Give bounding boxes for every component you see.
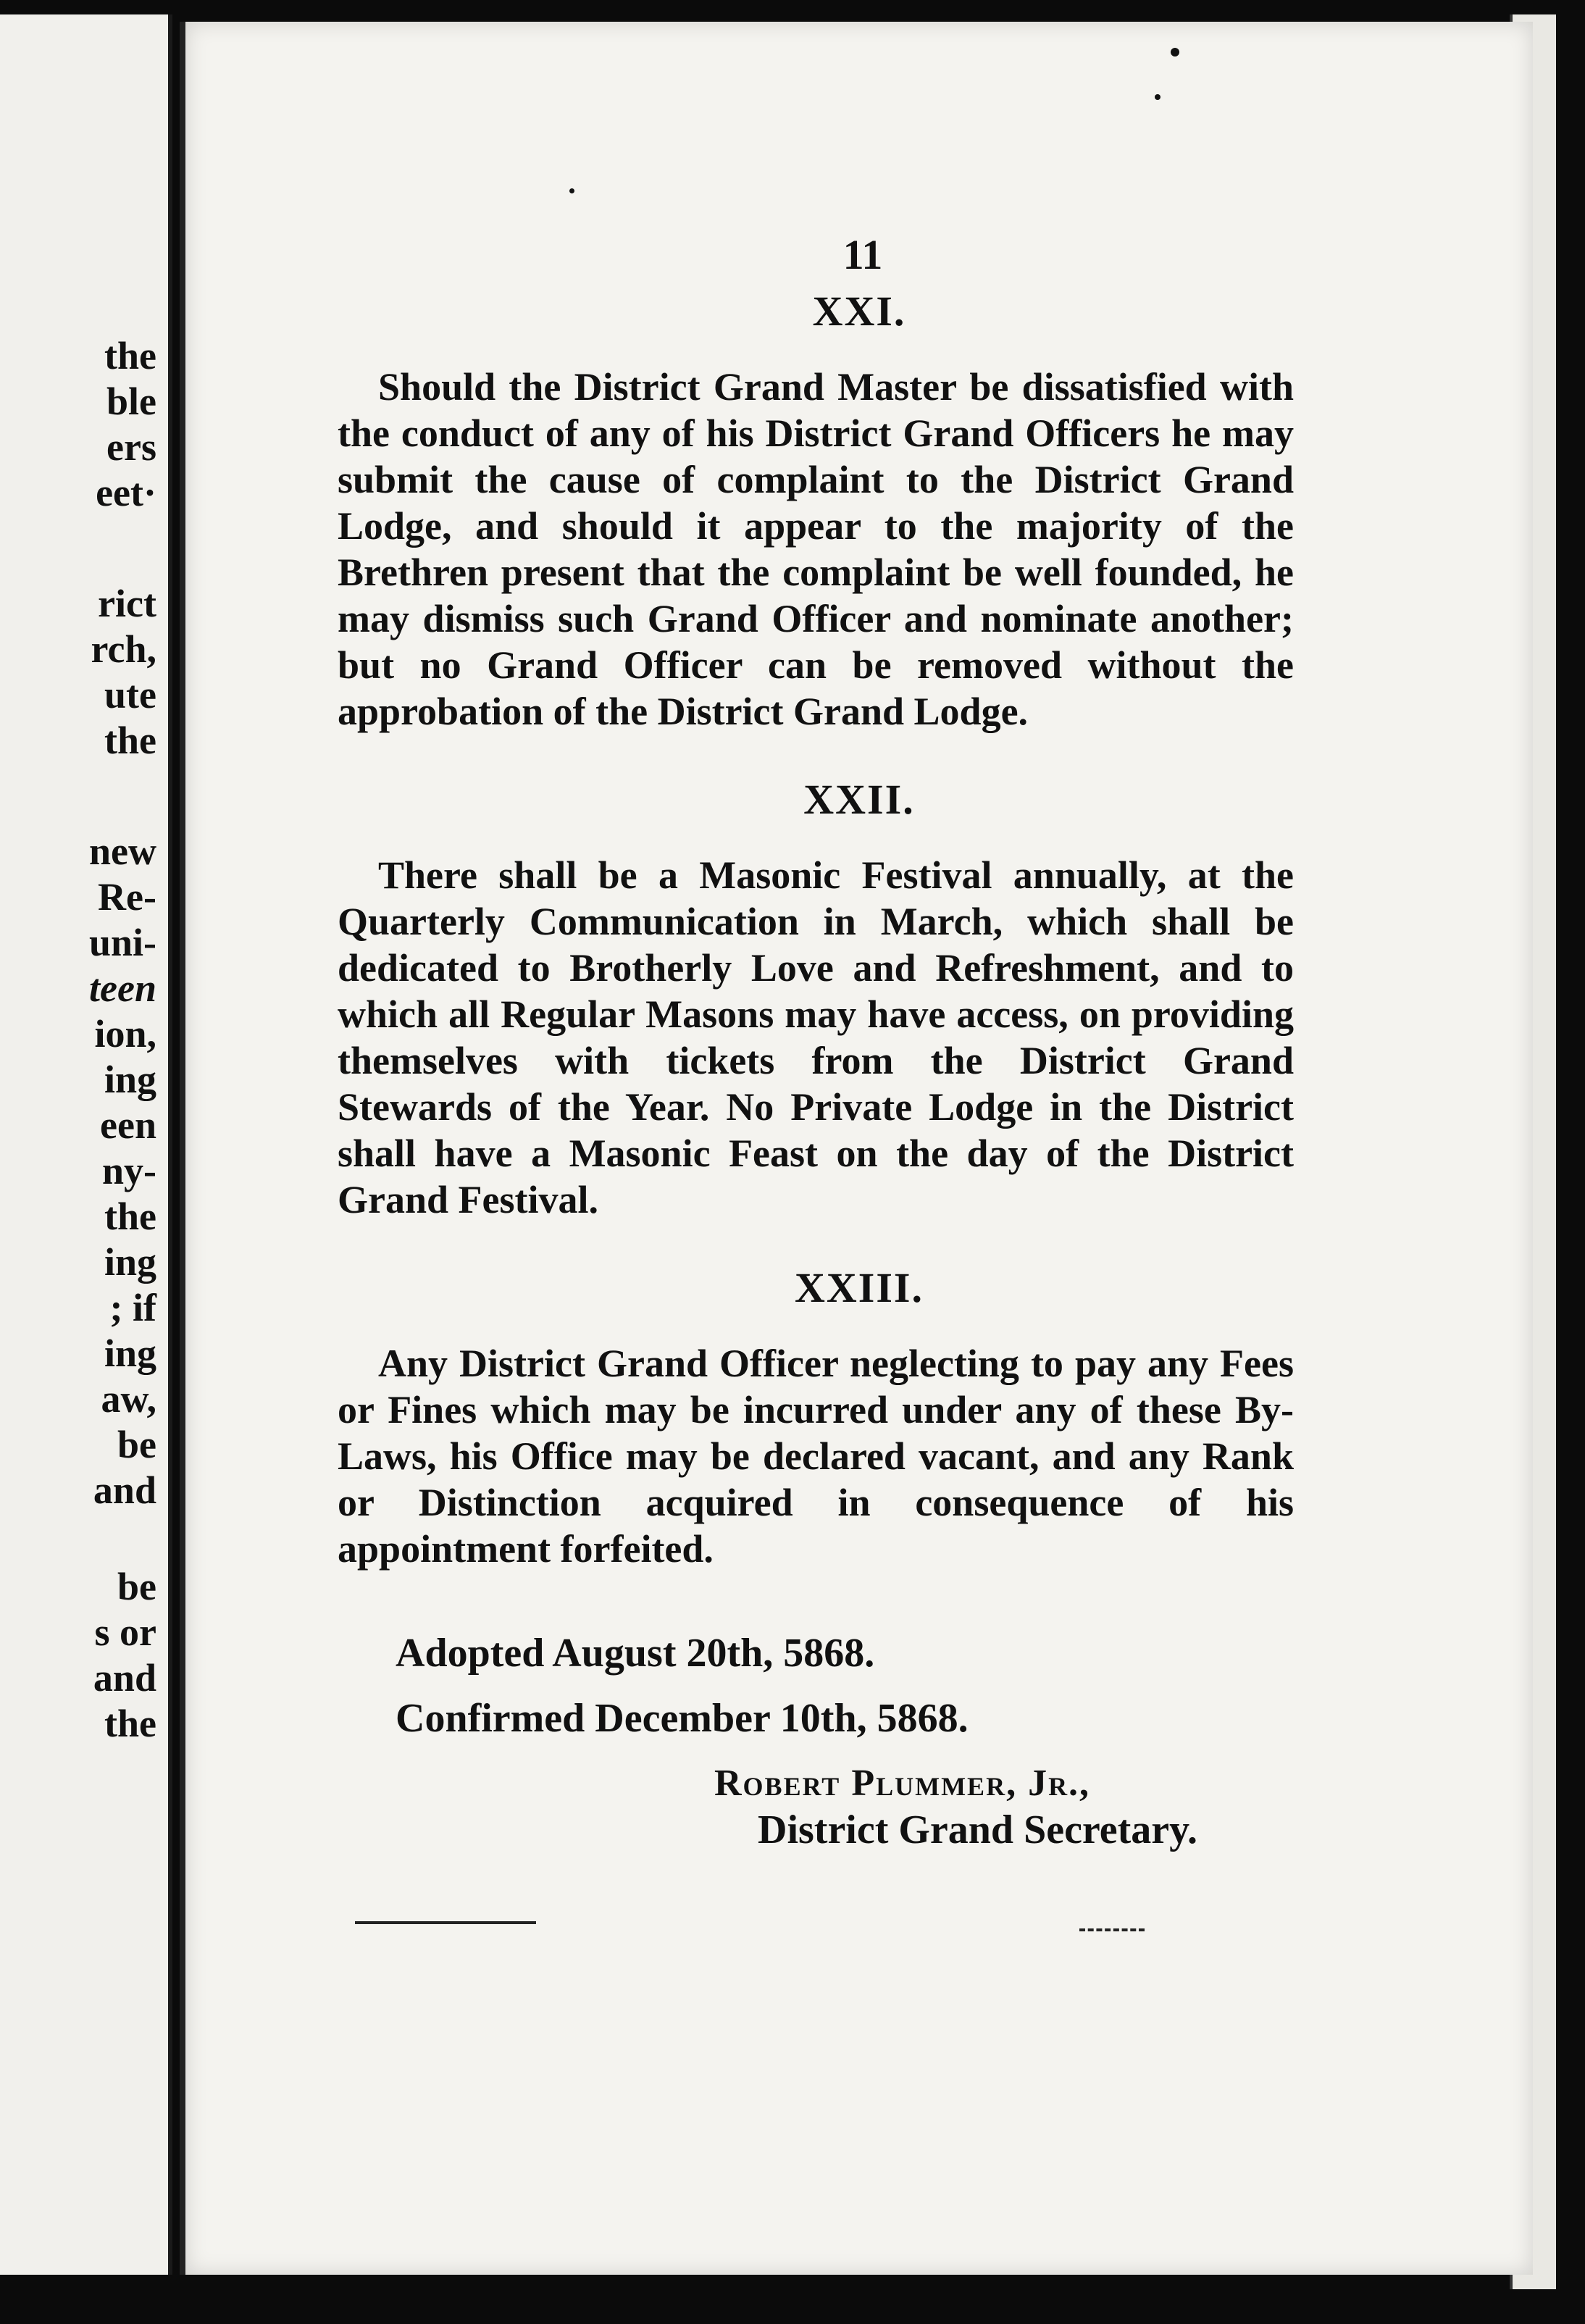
- left-fragment: teen: [89, 966, 156, 1010]
- section-heading: XXII.: [803, 776, 915, 823]
- left-fragment: ny-: [101, 1149, 156, 1192]
- left-fragment: be: [117, 1565, 156, 1608]
- confirmed-date: Confirmed December 10th, 5868.: [396, 1696, 969, 1741]
- section-paragraph: Any District Grand Officer neglecting to pay any Fees or Fines which may be incurred under any of these By-Laws, his Office may be declared vacant, and any Rank or Distinction acquired in consequence of his appointment forfeited.: [338, 1342, 1294, 1571]
- left-fragment: ble: [106, 380, 156, 423]
- left-fragment: the: [104, 334, 156, 377]
- signature-block: [338, 1760, 1294, 1853]
- left-fragment: Re-: [98, 875, 156, 919]
- left-fragment: ion,: [94, 1012, 156, 1056]
- left-page-text-fragments: [12, 333, 156, 1747]
- closing-rule: [1079, 1928, 1145, 1931]
- left-fragment: ing: [104, 1332, 156, 1375]
- page-number: 11: [842, 231, 883, 278]
- left-fragment: ute: [104, 673, 156, 716]
- left-fragment: ing: [104, 1058, 156, 1101]
- section-paragraph: There shall be a Masonic Festival annually, at the Quarterly Communication in March, which shall be dedicated to Brotherly Love and Refreshment, and to which all Regular Masons may have access, on providing themselves with tickets from the District Grand Stewards of the Year. No Private Lodge in the District shall have a Masonic Feast on the day of the District Grand Festival.: [338, 853, 1294, 1221]
- section-heading: XXIII.: [795, 1264, 924, 1311]
- left-fragment: the: [104, 1195, 156, 1238]
- left-fragment: new: [89, 829, 156, 873]
- section-paragraph: Should the District Grand Master be dissatisfied with the conduct of any of his District Grand Officers he may submit the cause of complaint to the District Grand Lodge, and should it appear to the majority of the Brethren present that the complaint be well founded, he may dismiss such Grand Officer and nominate another; but no Grand Officer can be removed without the approbation of the District Grand Lodge.: [338, 365, 1294, 733]
- left-fragment: ers: [106, 425, 156, 469]
- left-facing-page: [0, 14, 172, 2275]
- ink-speck: [569, 188, 574, 193]
- signature-name: Robert Plummer, Jr.,: [714, 1763, 1091, 1804]
- left-fragment: ; if: [109, 1286, 156, 1329]
- section-heading: XXI.: [812, 288, 906, 335]
- closing-rule: [355, 1921, 536, 1924]
- left-fragment: uni-: [88, 921, 156, 964]
- left-fragment: een: [100, 1103, 156, 1147]
- left-fragment: ing: [104, 1240, 156, 1284]
- signature-title: District Grand Secretary.: [758, 1807, 1198, 1852]
- left-fragment: aw,: [101, 1377, 156, 1421]
- left-fragment: be: [117, 1423, 156, 1466]
- page-text-block: [338, 232, 1294, 1853]
- left-fragment: s or: [94, 1610, 156, 1654]
- left-fragment: and: [93, 1656, 156, 1700]
- adopted-date: Adopted August 20th, 5868.: [396, 1631, 875, 1676]
- left-fragment: eet·: [96, 471, 156, 514]
- left-fragment: rch,: [91, 627, 156, 671]
- ink-speck: [1171, 48, 1179, 57]
- left-fragment: and: [93, 1468, 156, 1512]
- left-fragment: the: [104, 719, 156, 762]
- left-fragment: rict: [98, 582, 156, 625]
- left-fragment: the: [104, 1702, 156, 1745]
- ink-speck: [1155, 94, 1160, 100]
